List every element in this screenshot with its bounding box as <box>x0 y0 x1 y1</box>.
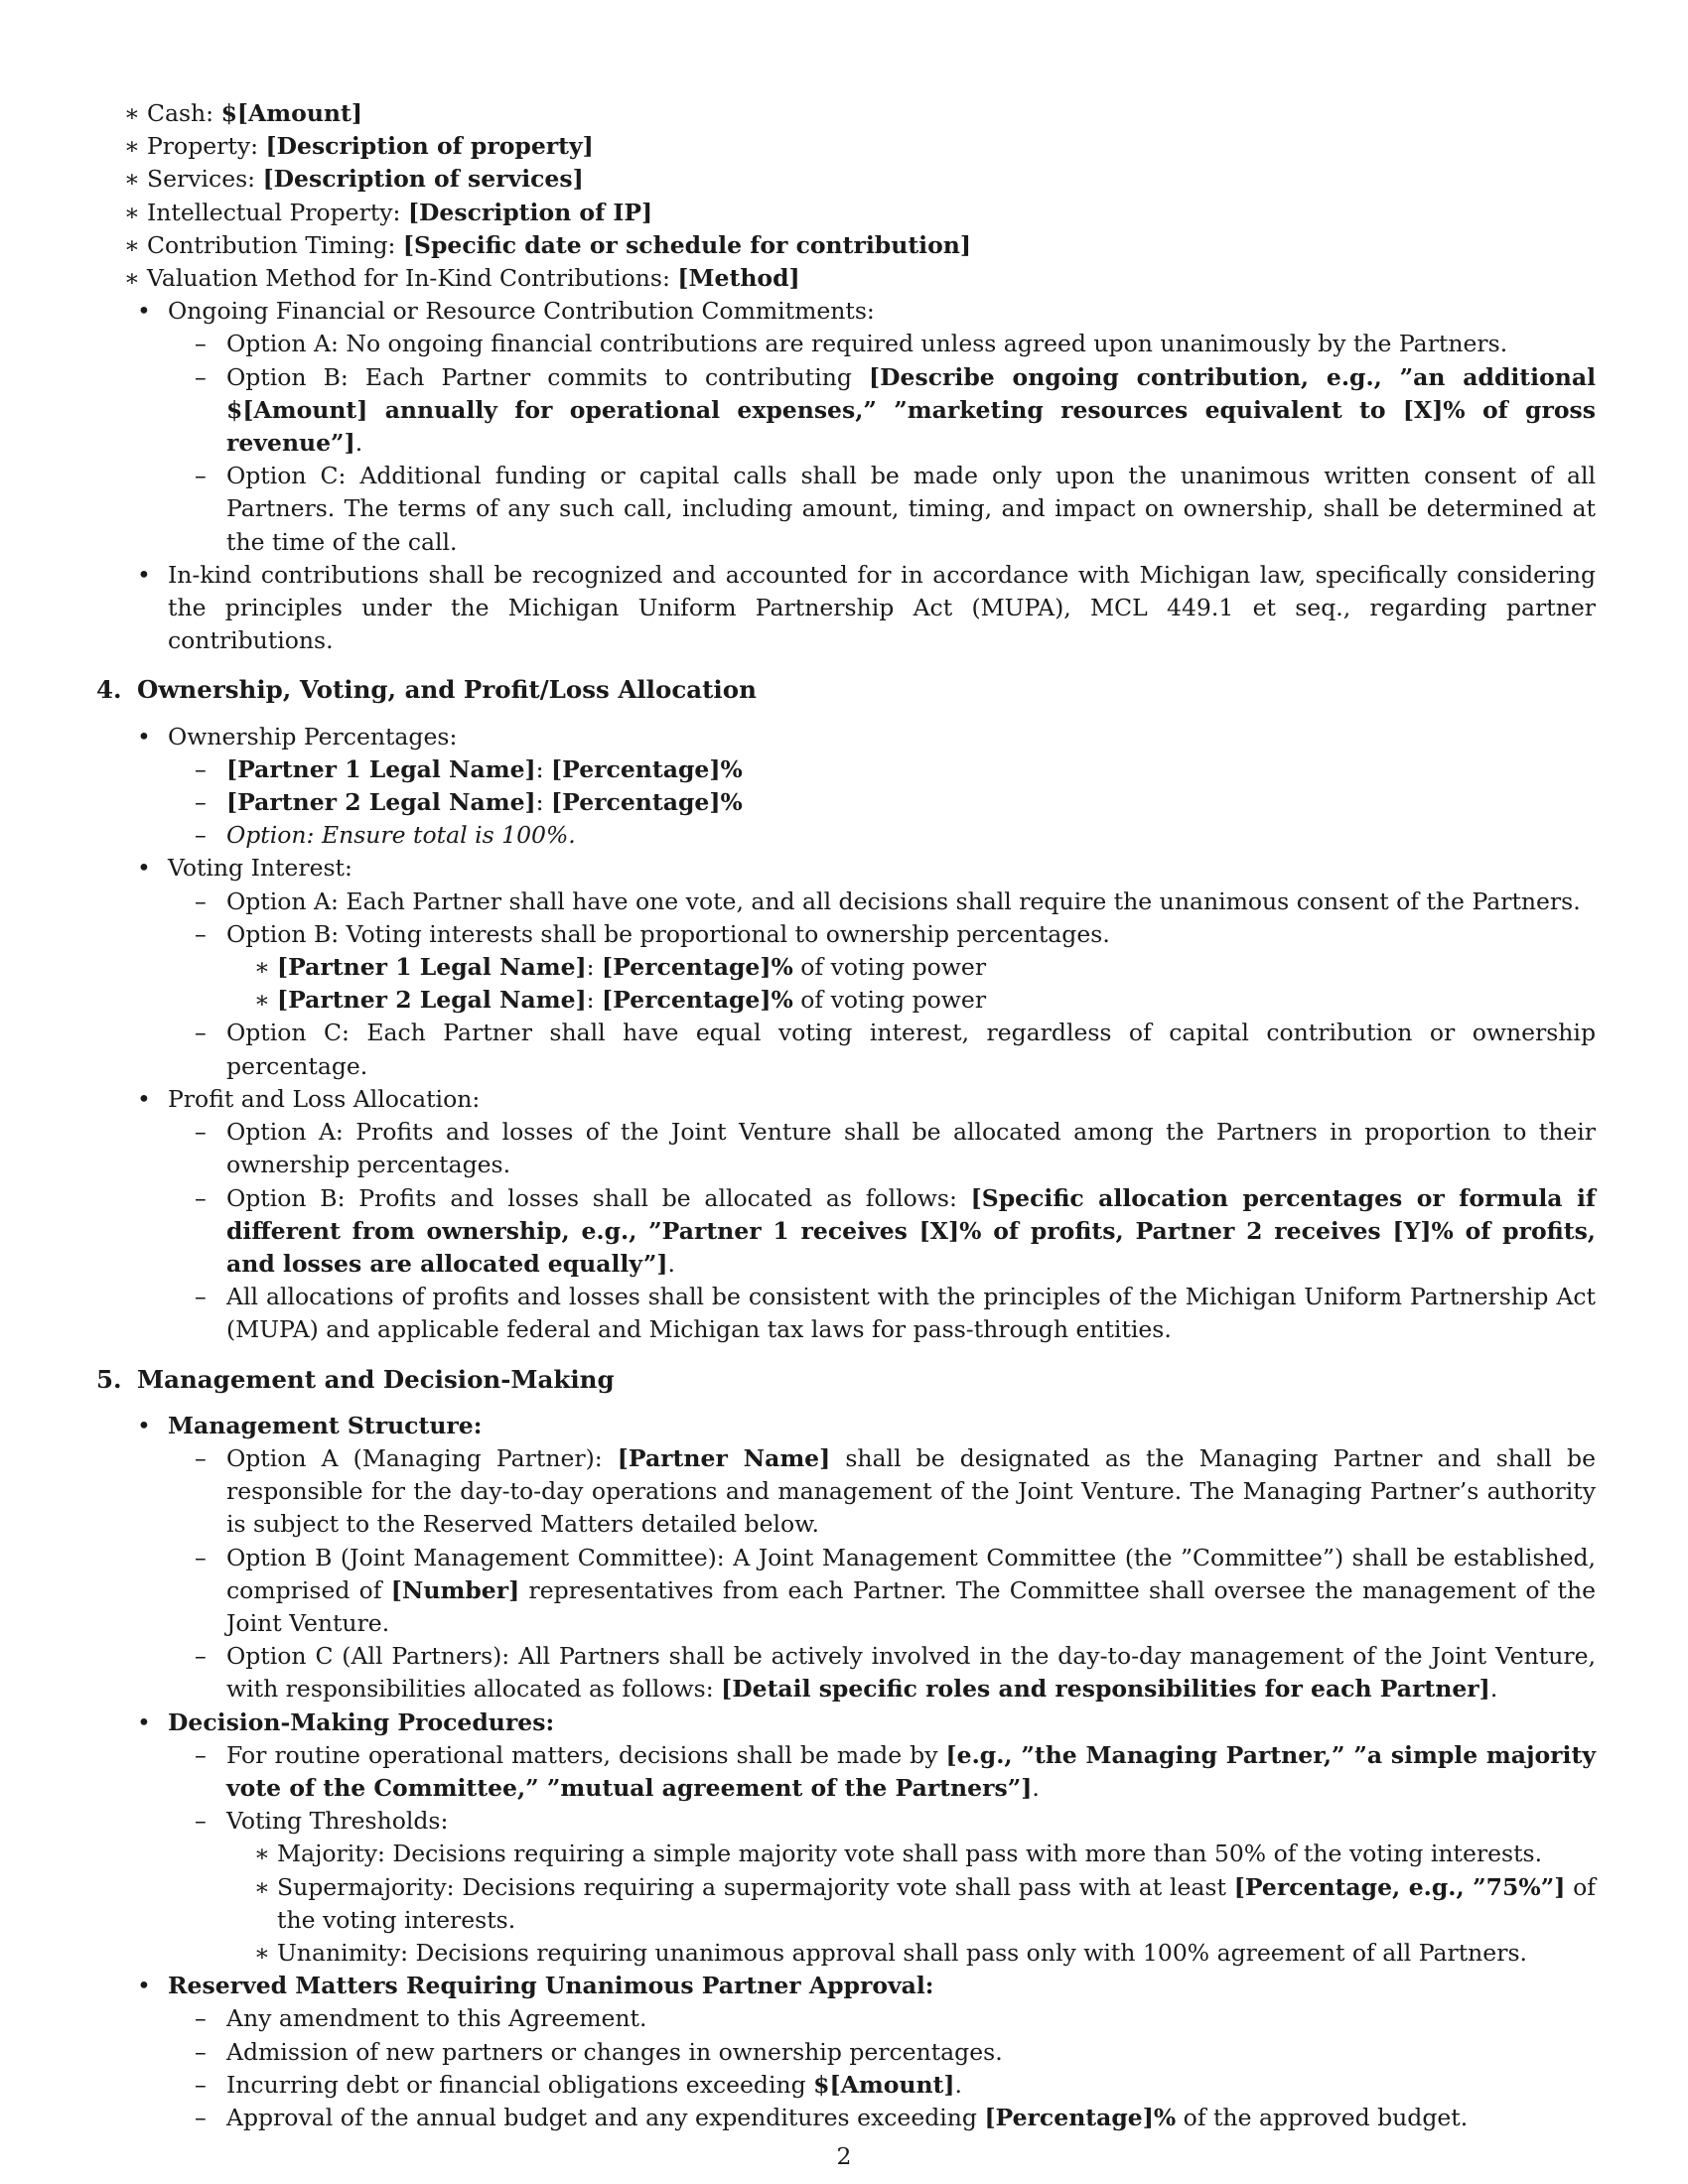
ownership-percentages-item: • Ownership Percentages: – [Partner 1 Legal Name]: [Percentage]% – [Partner 2 Legal Name]: [Percentage]% – Option: Ensure total is 100%. <box>96 721 1596 853</box>
voting-option-a: – Option A: Each Partner shall have one vote, and all decisions shall require the unanimous consent of the Partners. <box>168 886 1596 918</box>
ongoing-option-b: – Option B: Each Partner commits to contributing [Describe ongoing contribution, e.g., ”an additional $[Amount] annually for operational expenses,” ”marketing resources equivalent to [X]% of gross revenue”]. <box>168 361 1596 461</box>
voting-option-c: – Option C: Each Partner shall have equal voting interest, regardless of capital contribution or ownership percentage. <box>168 1017 1596 1082</box>
reserved-matters-list <box>168 2002 1596 2134</box>
ownership-option-note: – Option: Ensure total is 100%. <box>168 819 1596 852</box>
reserved-matters-item: • Reserved Matters Requiring Unanimous Partner Approval: – Any amendment to this Agreement. – Admission of new partners or changes in ownership percentages. – Incurring debt or financial obligations exceeding $[Amount]. – Approval of the annual budget and any expenditures exceeding [Percentage]% of the approved budget. <box>96 1970 1596 2134</box>
reserved-matter-3: – Incurring debt or financial obligations exceeding $[Amount]. <box>168 2069 1596 2102</box>
threshold-majority: ∗ Majority: Decisions requiring a simple majority vote shall pass with more than 50% of the voting interests. <box>226 1838 1596 1870</box>
management-option-b: – Option B (Joint Management Committee): A Joint Management Committee (the ”Committee”) shall be established, comprised of [Number] representatives from each Partner. The Committee shall oversee the management of the Joint Venture. <box>168 1542 1596 1641</box>
management-options-list <box>168 1442 1596 1706</box>
contribution-item: ∗ Services: [Description of services] <box>96 163 1596 196</box>
section-5-list <box>96 1410 1596 2134</box>
contribution-item: ∗ Intellectual Property: [Description of IP] <box>96 197 1596 229</box>
contribution-item: ∗ Valuation Method for In-Kind Contributions: [Method] <box>96 262 1596 295</box>
profit-loss-option-a: – Option A: Profits and losses of the Joint Venture shall be allocated among the Partners in proportion to their ownership percentages. <box>168 1116 1596 1181</box>
ongoing-options-list <box>168 328 1596 558</box>
management-option-c: – Option C (All Partners): All Partners shall be actively involved in the day-to-day management of the Joint Venture, with responsibilities allocated as follows: [Detail specific roles and responsibilities for each Partner]. <box>168 1640 1596 1706</box>
voting-partner-1: ∗ [Partner 1 Legal Name]: [Percentage]% of voting power <box>226 951 1596 984</box>
ownership-partner-1: – [Partner 1 Legal Name]: [Percentage]% <box>168 753 1596 786</box>
section-4-heading: 4. Ownership, Voting, and Profit/Loss Allocation <box>96 675 757 705</box>
initial-contributions-list <box>96 97 1596 295</box>
voting-thresholds: – Voting Thresholds: ∗ Majority: Decisions requiring a simple majority vote shall pass with more than 50% of the voting interests. ∗ Supermajority: Decisions requiring a supermajority vote shall pass with at least [Percentage, e.g., ”75%”] of the voting interests. ∗ Unanimity: Decisions requiring unanimous approval shall pass only with 100% agreement of all Partners. <box>168 1805 1596 1970</box>
contribution-item: ∗ Property: [Description of property] <box>96 130 1596 163</box>
ongoing-option-c: – Option C: Additional funding or capital calls shall be made only upon the unanimous written consent of all Partners. The terms of any such call, including amount, timing, and impact on ownership, shall be determined at the time of the call. <box>168 460 1596 559</box>
decision-making-list <box>168 1739 1596 1970</box>
profit-loss-option-b: – Option B: Profits and losses shall be allocated as follows: [Specific allocation percentages or formula if different from ownership, e.g., ”Partner 1 receives [X]% of profits, Partner 2 receives [Y]% of profits, and losses are allocated equally”]. <box>168 1182 1596 1282</box>
reserved-matter-4: – Approval of the annual budget and any expenditures exceeding [Percentage]% of the approved budget. <box>168 2102 1596 2134</box>
voting-options-list <box>168 886 1596 1083</box>
threshold-unanimity: ∗ Unanimity: Decisions requiring unanimous approval shall pass only with 100% agreement of all Partners. <box>226 1937 1596 1970</box>
threshold-supermajority: ∗ Supermajority: Decisions requiring a supermajority vote shall pass with at least [Percentage, e.g., ”75%”] of the voting interests. <box>226 1871 1596 1937</box>
management-option-a: – Option A (Managing Partner): [Partner Name] shall be designated as the Managing Partner and shall be responsible for the day-to-day operations and management of the Joint Venture. The Managing Partner’s authority is subject to the Reserved Matters detailed below. <box>168 1442 1596 1542</box>
ownership-list <box>168 753 1596 853</box>
profit-loss-options-list <box>168 1116 1596 1346</box>
contributions-bullets <box>96 295 1596 657</box>
contribution-item: ∗ Contribution Timing: [Specific date or schedule for contribution] <box>96 229 1596 262</box>
reserved-matter-2: – Admission of new partners or changes in ownership percentages. <box>168 2036 1596 2069</box>
voting-option-b-list <box>226 951 1596 1017</box>
page-number: 2 <box>836 2142 852 2170</box>
decision-making-item: • Decision-Making Procedures: – For routine operational matters, decisions shall be made by [e.g., ”the Managing Partner,” ”a simple majority vote of the Committee,” ”mutual agreement of the Partners”]. – Voting Thresholds: ∗ Majority: Decisions requiring a simple majority vote shall pass with more than 50% of the voting interests. ∗ Supermajority: Decisions requiring a supermajority vote shall pass with at least [Percentage, e.g., ”75%”] of the voting interests. ∗ Unanimity: Decisions requiring unanimous approval shall pass only with 100% agreement of all Partners. <box>96 1706 1596 1971</box>
ongoing-option-a: – Option A: No ongoing financial contributions are required unless agreed upon unanimously by the Partners. <box>168 328 1596 360</box>
page-content <box>96 97 1596 2134</box>
management-structure-item: • Management Structure: – Option A (Managing Partner): [Partner Name] shall be designated as the Managing Partner and shall be responsible for the day-to-day operations and management of the Joint Venture. The Managing Partner’s authority is subject to the Reserved Matters detailed below. – Option B (Joint Management Committee): A Joint Management Committee (the ”Committee”) shall be established, comprised of [Number] representatives from each Partner. The Committee shall oversee the management of the Joint Venture. – Option C (All Partners): All Partners shall be actively involved in the day-to-day management of the Joint Venture, with responsibilities allocated as follows: [Detail specific roles and responsibilities for each Partner]. <box>96 1410 1596 1706</box>
section-5-heading: 5. Management and Decision-Making <box>96 1364 615 1394</box>
profit-loss-consistency: – All allocations of profits and losses shall be consistent with the principles of the Michigan Uniform Partnership Act (MUPA) and applicable federal and Michigan tax laws for pass-through entities. <box>168 1281 1596 1346</box>
section-4-list <box>96 721 1596 1347</box>
inkind-contributions-item: • In-kind contributions shall be recognized and accounted for in accordance with Michigan law, specifically considering the principles under the Michigan Uniform Partnership Act (MUPA), MCL 449.1 et seq., regarding partner contributions. <box>96 559 1596 658</box>
contribution-item: ∗ Cash: $[Amount] <box>96 97 1596 130</box>
routine-decisions: – For routine operational matters, decisions shall be made by [e.g., ”the Managing Partner,” ”a simple majority vote of the Committee,” ”mutual agreement of the Partners”]. <box>168 1739 1596 1805</box>
voting-partner-2: ∗ [Partner 2 Legal Name]: [Percentage]% of voting power <box>226 984 1596 1017</box>
ownership-partner-2: – [Partner 2 Legal Name]: [Percentage]% <box>168 786 1596 819</box>
voting-interest-item: • Voting Interest: – Option A: Each Partner shall have one vote, and all decisions shall require the unanimous consent of the Partners. – Option B: Voting interests shall be proportional to ownership percentages. ∗ [Partner 1 Legal Name]: [Percentage]% of voting power ∗ [Partner 2 Legal Name]: [Percentage]% of voting power – Option C: Each Partner shall have equal voting interest, regardless of capital contribution or ownership percentage. <box>96 852 1596 1082</box>
profit-loss-item: • Profit and Loss Allocation: – Option A: Profits and losses of the Joint Venture shall be allocated among the Partners in proportion to their ownership percentages. – Option B: Profits and losses shall be allocated as follows: [Specific allocation percentages or formula if different from ownership, e.g., ”Partner 1 receives [X]% of profits, Partner 2 receives [Y]% of profits, and losses are allocated equally”]. – All allocations of profits and losses shall be consistent with the principles of the Michigan Uniform Partnership Act (MUPA) and applicable federal and Michigan tax laws for pass-through entities. <box>96 1083 1596 1347</box>
ongoing-contributions-item: • Ongoing Financial or Resource Contribution Commitments: – Option A: No ongoing financial contributions are required unless agreed upon unanimously by the Partners. – Option B: Each Partner commits to contributing [Describe ongoing contribution, e.g., ”an additional $[Amount] annually for operational expenses,” ”marketing resources equivalent to [X]% of gross revenue”]. – Option C: Additional funding or capital calls shall be made only upon the unanimous written consent of all Partners. The terms of any such call, including amount, timing, and impact on ownership, shall be determined at the time of the call. <box>96 295 1596 559</box>
voting-thresholds-list <box>226 1838 1596 1970</box>
reserved-matter-1: – Any amendment to this Agreement. <box>168 2002 1596 2035</box>
voting-option-b: – Option B: Voting interests shall be proportional to ownership percentages. ∗ [Partner 1 Legal Name]: [Percentage]% of voting power ∗ [Partner 2 Legal Name]: [Percentage]% of voting power <box>168 918 1596 1018</box>
